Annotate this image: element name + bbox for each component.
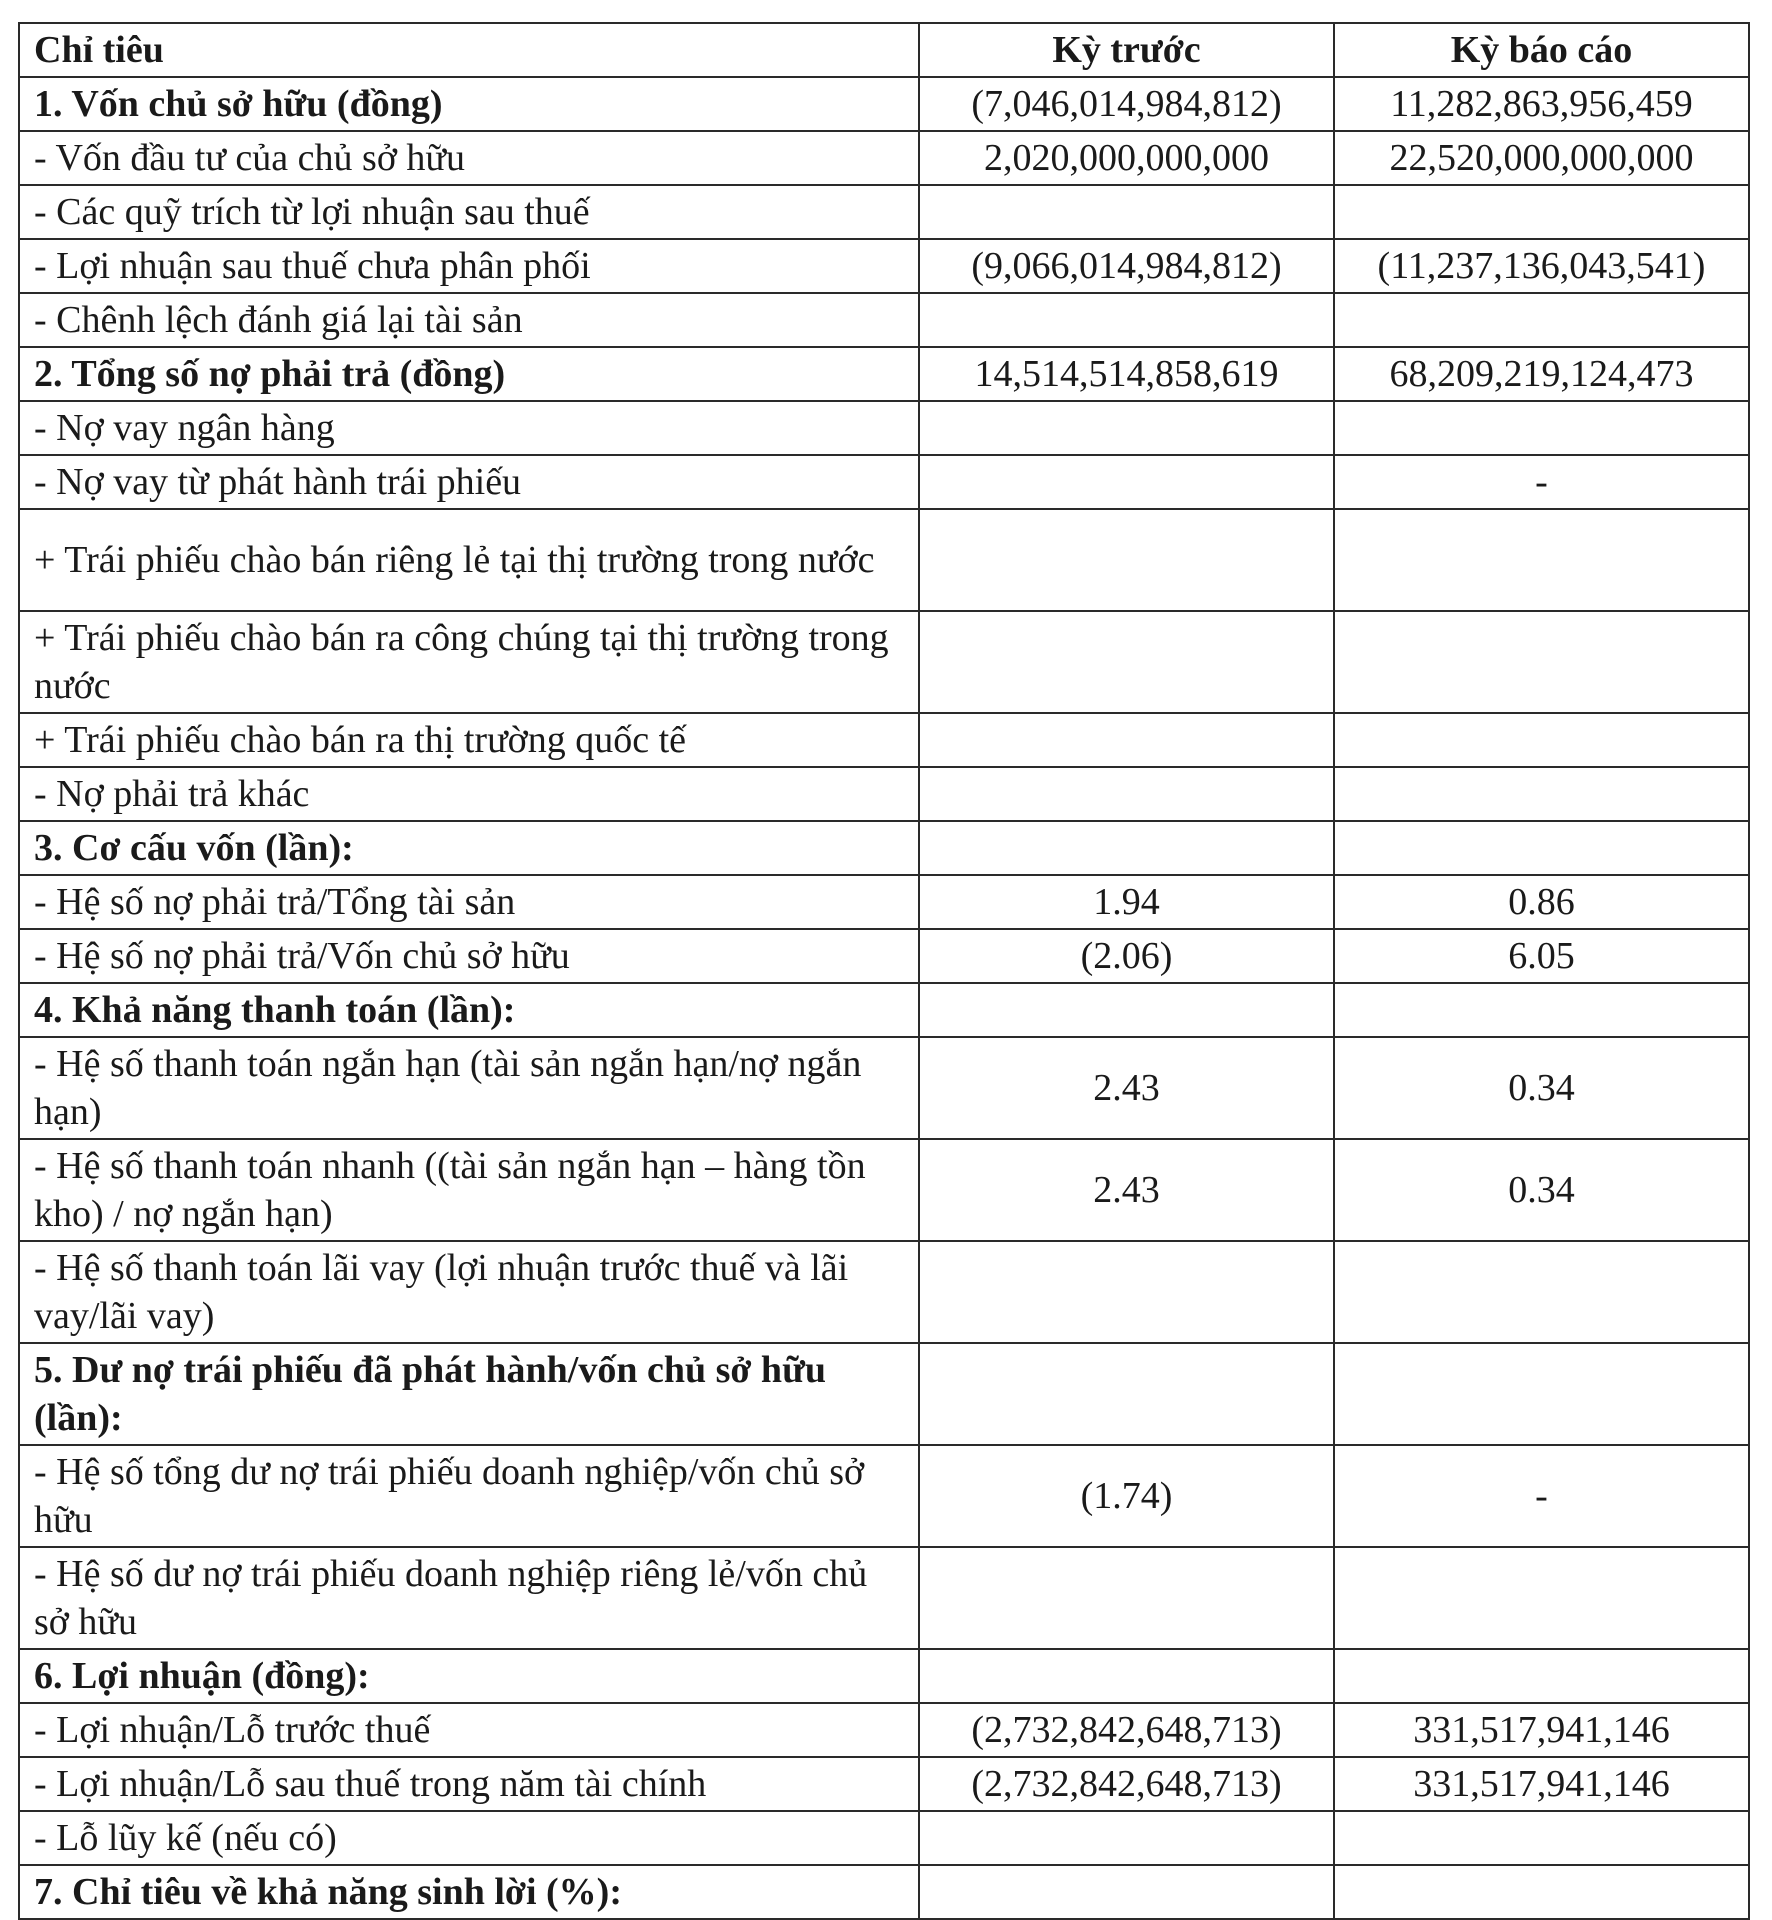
financial-indicators-table-wrapper	[18, 22, 1748, 1920]
table-row	[19, 821, 1749, 875]
table-row	[19, 77, 1749, 131]
row-prev-value	[919, 1811, 1334, 1865]
row-label: + Trái phiếu chào bán ra công chúng tại thị trường trong nước	[19, 611, 919, 713]
row-prev-value: (2.06)	[919, 929, 1334, 983]
row-prev-value	[919, 767, 1334, 821]
row-label: 5. Dư nợ trái phiếu đã phát hành/vốn chủ sở hữu (lần):	[19, 1343, 919, 1445]
table-header-row	[19, 23, 1749, 77]
row-curr-value: 0.34	[1334, 1037, 1749, 1139]
row-curr-value	[1334, 293, 1749, 347]
row-label: - Nợ vay từ phát hành trái phiếu	[19, 455, 919, 509]
row-prev-value	[919, 293, 1334, 347]
row-label: 2. Tổng số nợ phải trả (đồng)	[19, 347, 919, 401]
row-label: - Hệ số thanh toán nhanh ((tài sản ngắn hạn – hàng tồn kho) / nợ ngắn hạn)	[19, 1139, 919, 1241]
row-prev-value: (1.74)	[919, 1445, 1334, 1547]
row-curr-value: -	[1334, 1445, 1749, 1547]
header-previous-period: Kỳ trước	[919, 23, 1334, 77]
row-curr-value	[1334, 1649, 1749, 1703]
row-curr-value: 6.05	[1334, 929, 1749, 983]
table-row	[19, 1037, 1749, 1139]
table-row	[19, 1547, 1749, 1649]
row-curr-value	[1334, 509, 1749, 611]
financial-indicators-table	[18, 22, 1750, 1920]
row-label: - Hệ số nợ phải trả/Vốn chủ sở hữu	[19, 929, 919, 983]
row-prev-value	[919, 983, 1334, 1037]
table-row	[19, 293, 1749, 347]
row-label: - Lợi nhuận/Lỗ trước thuế	[19, 1703, 919, 1757]
row-curr-value: 22,520,000,000,000	[1334, 131, 1749, 185]
row-prev-value: 2.43	[919, 1139, 1334, 1241]
row-label: - Hệ số thanh toán ngắn hạn (tài sản ngắn hạn/nợ ngắn hạn)	[19, 1037, 919, 1139]
table-row	[19, 239, 1749, 293]
row-prev-value	[919, 1649, 1334, 1703]
row-prev-value	[919, 185, 1334, 239]
row-label: 6. Lợi nhuận (đồng):	[19, 1649, 919, 1703]
row-curr-value	[1334, 983, 1749, 1037]
row-prev-value	[919, 401, 1334, 455]
table-row	[19, 1811, 1749, 1865]
row-curr-value: 0.86	[1334, 875, 1749, 929]
row-curr-value	[1334, 185, 1749, 239]
row-label: + Trái phiếu chào bán riêng lẻ tại thị trường trong nước	[19, 509, 919, 611]
table-row	[19, 1139, 1749, 1241]
row-curr-value: 68,209,219,124,473	[1334, 347, 1749, 401]
table-row	[19, 1445, 1749, 1547]
row-curr-value: 331,517,941,146	[1334, 1703, 1749, 1757]
row-prev-value	[919, 1343, 1334, 1445]
row-curr-value: -	[1334, 455, 1749, 509]
table-row	[19, 509, 1749, 611]
table-row	[19, 611, 1749, 713]
row-curr-value	[1334, 401, 1749, 455]
header-indicator: Chỉ tiêu	[19, 23, 919, 77]
row-prev-value	[919, 1241, 1334, 1343]
row-prev-value	[919, 713, 1334, 767]
row-label: 7. Chỉ tiêu về khả năng sinh lời (%):	[19, 1865, 919, 1919]
row-prev-value	[919, 821, 1334, 875]
table-row	[19, 1757, 1749, 1811]
table-row	[19, 185, 1749, 239]
table-row	[19, 401, 1749, 455]
table-row	[19, 347, 1749, 401]
row-prev-value	[919, 1865, 1334, 1919]
row-label: - Các quỹ trích từ lợi nhuận sau thuế	[19, 185, 919, 239]
row-curr-value	[1334, 1811, 1749, 1865]
table-row	[19, 875, 1749, 929]
row-prev-value: 14,514,514,858,619	[919, 347, 1334, 401]
row-prev-value	[919, 611, 1334, 713]
row-curr-value	[1334, 713, 1749, 767]
row-label: - Hệ số thanh toán lãi vay (lợi nhuận trước thuế và lãi vay/lãi vay)	[19, 1241, 919, 1343]
row-label: - Nợ phải trả khác	[19, 767, 919, 821]
row-curr-value	[1334, 611, 1749, 713]
row-label: - Hệ số nợ phải trả/Tổng tài sản	[19, 875, 919, 929]
row-prev-value	[919, 455, 1334, 509]
row-curr-value	[1334, 1343, 1749, 1445]
row-curr-value	[1334, 767, 1749, 821]
row-curr-value: 11,282,863,956,459	[1334, 77, 1749, 131]
table-row	[19, 1865, 1749, 1919]
row-prev-value: (9,066,014,984,812)	[919, 239, 1334, 293]
row-curr-value: 331,517,941,146	[1334, 1757, 1749, 1811]
row-label: 4. Khả năng thanh toán (lần):	[19, 983, 919, 1037]
table-row	[19, 1241, 1749, 1343]
table-row	[19, 131, 1749, 185]
row-prev-value: 1.94	[919, 875, 1334, 929]
table-row	[19, 983, 1749, 1037]
row-label: 3. Cơ cấu vốn (lần):	[19, 821, 919, 875]
row-prev-value: (2,732,842,648,713)	[919, 1703, 1334, 1757]
row-curr-value	[1334, 1547, 1749, 1649]
row-label: - Nợ vay ngân hàng	[19, 401, 919, 455]
table-row	[19, 767, 1749, 821]
row-curr-value: (11,237,136,043,541)	[1334, 239, 1749, 293]
table-row	[19, 929, 1749, 983]
row-label: - Lợi nhuận sau thuế chưa phân phối	[19, 239, 919, 293]
row-prev-value: 2.43	[919, 1037, 1334, 1139]
row-prev-value	[919, 509, 1334, 611]
row-label: - Vốn đầu tư của chủ sở hữu	[19, 131, 919, 185]
table-row	[19, 713, 1749, 767]
row-curr-value: 0.34	[1334, 1139, 1749, 1241]
table-row	[19, 455, 1749, 509]
row-label: - Lỗ lũy kế (nếu có)	[19, 1811, 919, 1865]
row-prev-value	[919, 1547, 1334, 1649]
row-label: - Chênh lệch đánh giá lại tài sản	[19, 293, 919, 347]
row-curr-value	[1334, 821, 1749, 875]
header-reporting-period: Kỳ báo cáo	[1334, 23, 1749, 77]
row-label: - Hệ số tổng dư nợ trái phiếu doanh nghiệp/vốn chủ sở hữu	[19, 1445, 919, 1547]
row-label: 1. Vốn chủ sở hữu (đồng)	[19, 77, 919, 131]
row-prev-value: 2,020,000,000,000	[919, 131, 1334, 185]
row-label: - Hệ số dư nợ trái phiếu doanh nghiệp riêng lẻ/vốn chủ sở hữu	[19, 1547, 919, 1649]
row-prev-value: (2,732,842,648,713)	[919, 1757, 1334, 1811]
table-row	[19, 1649, 1749, 1703]
row-curr-value	[1334, 1865, 1749, 1919]
table-row	[19, 1343, 1749, 1445]
table-row	[19, 1703, 1749, 1757]
row-prev-value: (7,046,014,984,812)	[919, 77, 1334, 131]
row-curr-value	[1334, 1241, 1749, 1343]
row-label: + Trái phiếu chào bán ra thị trường quốc tế	[19, 713, 919, 767]
row-label: - Lợi nhuận/Lỗ sau thuế trong năm tài chính	[19, 1757, 919, 1811]
